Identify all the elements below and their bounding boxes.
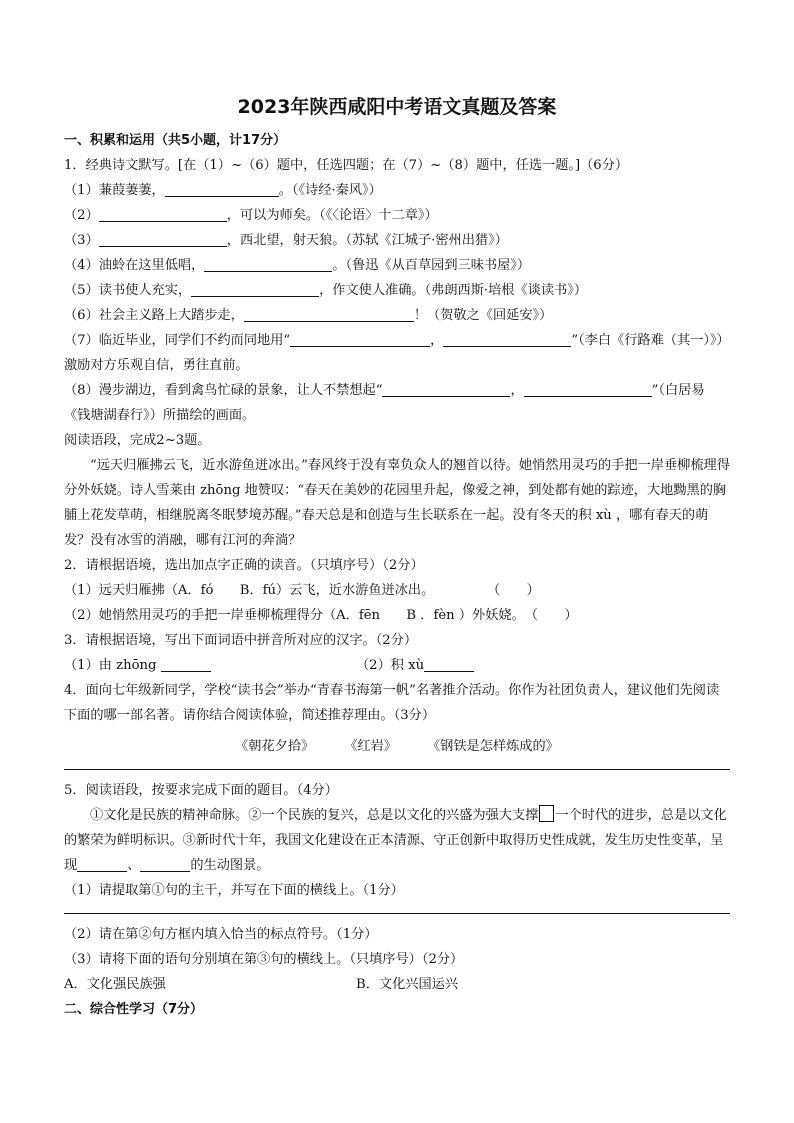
q1-item-8: （8）漫步湖边，看到禽鸟忙碌的景象，让人不禁想起“ ， ”（白居易《钱塘湖春行》）所描绘的画面。 bbox=[64, 383, 705, 423]
q1-item-4: （4）油蛉在这里低唱， 。（鲁迅《从百草园到三味书屋》） bbox=[64, 258, 531, 273]
answer-blank[interactable] bbox=[204, 256, 332, 272]
q5-item-1: （1）请提取第①句的主干，并写在下面的横线上。（1分） bbox=[64, 883, 404, 898]
page-title: 2023年陕西咸阳中考语文真题及答案 bbox=[237, 96, 557, 118]
q5-options bbox=[64, 972, 730, 997]
q1-item-6: （6）社会主义路上大踏步走， ！（贺敬之《回延安》） bbox=[64, 308, 553, 323]
book-title: 《钢铁是怎样炼成的》 bbox=[427, 739, 559, 754]
book-title: 《红岩》 bbox=[344, 739, 397, 754]
q1-item-7: （7）临近毕业，同学们不约而同地用“ ， ”（李白《行路难（其一）》）激励对方乐观自信，勇往直前。 bbox=[64, 333, 730, 373]
answer-blank[interactable] bbox=[140, 856, 190, 872]
answer-blank[interactable] bbox=[443, 331, 571, 347]
q2-item-2: （2）她悄然用灵巧的手把一岸垂柳梳理得分（A．fēn B ．fèn ）外妖娆。 （ ） bbox=[64, 608, 578, 623]
q3-stem: 3．请根据语境，写出下面词语中拼音所对应的汉字。（2分） bbox=[64, 633, 418, 648]
q1-item-2: （2） ，可以为师矣。（《〈论语〉十二章》） bbox=[64, 208, 438, 223]
answer-blank[interactable] bbox=[165, 181, 279, 197]
section-heading-1: 一、积累和运用（共5小题，计17分） bbox=[64, 133, 287, 148]
answer-line[interactable] bbox=[64, 913, 730, 914]
answer-blank[interactable] bbox=[244, 306, 414, 322]
answer-blank[interactable] bbox=[191, 281, 319, 297]
q4-stem: 4．面向七年级新同学，学校“读书会”举办“青春书海第一帆”名著推介活动。你作为社团负责人，建议他们先阅读下面的哪一部名著。请你结合阅读体验，简述推荐理由。（3分） bbox=[64, 683, 720, 723]
reading-passage: “远天归雁拂云飞，近水游鱼迸冰出。”春风终于没有辜负众人的翘首以待。她悄然用灵巧的手把一岸垂柳梳理得分外妖娆。诗人雪莱由 zhōng 地赞叹：“春天在美妙的花园里升起，像爱之神，到处都有她的踪迹，大地黝黑的胸脯上花发草萌，相继脱离冬眠梦境苏醒。”春天总是和创造与生长联系在一起。没有冬天的积 xù ，哪有春天的萌发？没有冰雪的消融，哪有江河的奔淌？ bbox=[64, 458, 730, 548]
answer-blank[interactable] bbox=[424, 656, 474, 672]
answer-blank[interactable] bbox=[290, 331, 430, 347]
book-title: 《朝花夕拾》 bbox=[235, 739, 315, 754]
option-b: B．文化兴国运兴 bbox=[356, 977, 459, 992]
q2-stem: 2．请根据语境，选出加点字正确的读音。（只填序号）（2分） bbox=[64, 558, 424, 573]
q1-item-1: （1）蒹葭萋萋， 。（《诗经·秦风》） bbox=[64, 183, 382, 198]
answer-paren[interactable]: （ ） bbox=[493, 583, 540, 598]
answer-blank[interactable] bbox=[161, 656, 211, 672]
exam-page bbox=[64, 92, 730, 1022]
q1-item-3: （3） ，西北望，射天狼。（苏轼《江城子·密州出猎》） bbox=[64, 233, 508, 248]
punctuation-box[interactable] bbox=[539, 805, 554, 822]
answer-blank[interactable] bbox=[99, 206, 227, 222]
answer-blank[interactable] bbox=[524, 381, 652, 397]
q1-stem: 1．经典诗文默写。[在（1）~（6）题中，任选四题；在（7）~（8）题中，任选一题。]（6分） bbox=[64, 158, 629, 173]
answer-paren[interactable]: （ ） bbox=[531, 608, 578, 623]
answer-blank[interactable] bbox=[77, 856, 127, 872]
book-list bbox=[64, 734, 730, 759]
q2-item-1: （1）远天归雁拂（A．fó B．fú）云飞，近水游鱼迸冰出。 （ ） bbox=[64, 583, 540, 598]
answer-blank[interactable] bbox=[99, 231, 227, 247]
answer-blank[interactable] bbox=[382, 381, 510, 397]
answer-line[interactable] bbox=[64, 769, 730, 770]
option-a: A．文化强民族强 bbox=[64, 977, 166, 992]
q3-items: （1）由 zhōng （2）积 xù bbox=[64, 653, 730, 678]
q1-item-5: （5）读书使人充实， ，作文使人准确。（弗朗西斯·培根《谈读书》） bbox=[64, 283, 588, 298]
passage-intro: 阅读语段，完成2~3题。 bbox=[64, 433, 211, 448]
q5-item-2: （2）请在第②句方框内填入恰当的标点符号。（1分） bbox=[64, 927, 378, 942]
section-heading-2: 二、综合性学习（7分） bbox=[64, 1002, 204, 1017]
q5-item-3: （3）请将下面的语句分别填在第③句的横线上。（只填序号）（2分） bbox=[64, 952, 464, 967]
q5-paragraph: ①文化是民族的精神命脉。②一个民族的复兴，总是以文化的兴盛为强大支撑 一个时代的进步，总是以文化的繁荣为鲜明标识。③新时代十年，我国文化建设在正本清源、守正创新中取得历史性成就，发生历史性变革，呈现 、 的生动图景。 bbox=[64, 803, 730, 878]
q5-stem: 5．阅读语段，按要求完成下面的题目。（4分） bbox=[64, 783, 338, 798]
